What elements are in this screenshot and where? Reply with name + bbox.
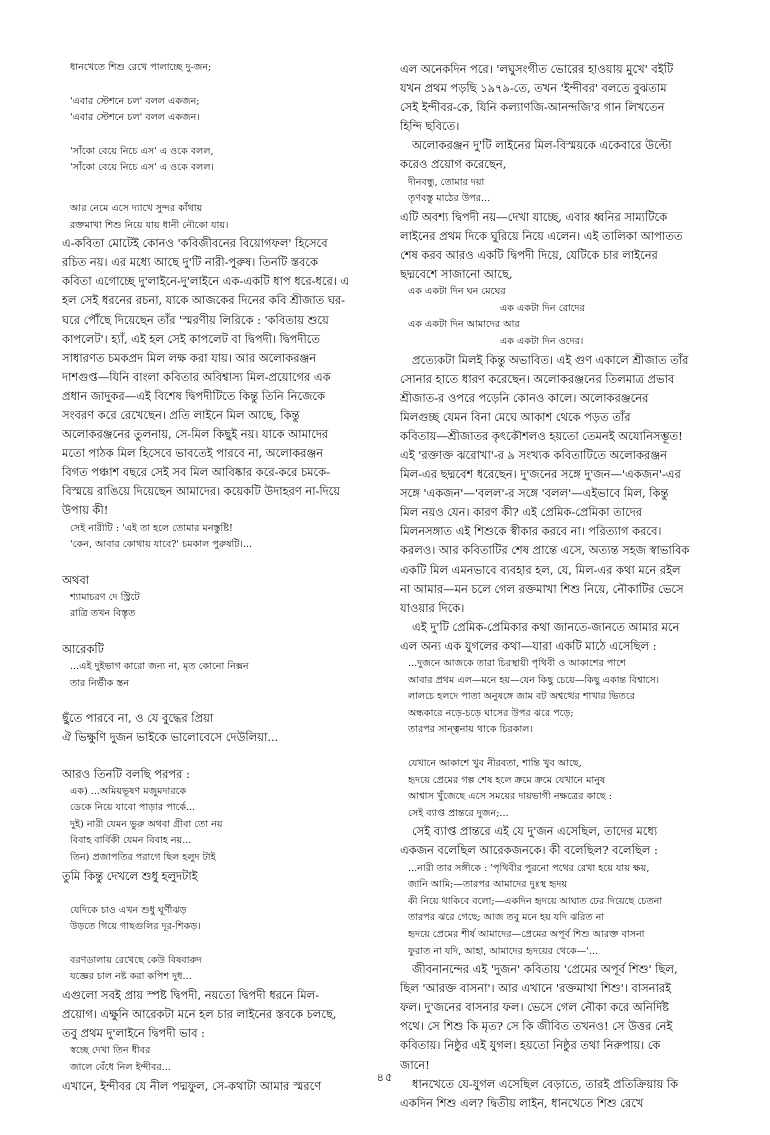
body-text-line: সোনার হাতে ধারণ করেছেন। অলোকরঞ্জনের তিলমাত্র প্রভাব	[400, 371, 675, 386]
quoted-verse-line: এক একটা দিন রোদের	[500, 302, 585, 314]
body-text-line: মিলনসঙ্গাত এই শিশুকে স্বীকার করবে না। পরিত্যাগ করবে।	[400, 524, 662, 539]
body-text-line: একদিন শিশু এল? দ্বিতীয় লাইন, ধানখেতে শিশু রেখে	[400, 1095, 644, 1110]
spacer	[62, 886, 382, 903]
body-text-line: কবিতায়। নিষ্ঠুর এই যুগল। হয়তো নিষ্ঠুর তথা নিরুপায়। কে	[400, 1038, 661, 1053]
body-text-line: অলোকরঞ্জনের তুলনায়, সে-মিল কিছুই নয়। যাকে আমাদের	[62, 427, 329, 442]
body-text-line: মিল-এর ছদ্মবেশ ধরেছেন। দু'জনের সঙ্গে দু'জন—'একজন'-এর	[400, 467, 681, 482]
body-text-line: বিস্ময়ে রাঙিয়ে দিয়েছেন আমাদের। কয়েকটি উদাহরণ না-দিয়ে	[62, 484, 341, 499]
body-text-line: হল সেই ধরনের রচনা, যাকে আজকের দিনের কবি শ্রীজাত ঘর-	[62, 293, 345, 308]
left-column	[62, 60, 382, 1096]
spacer	[62, 127, 382, 144]
body-text-line: এ-কবিতা মোটেই কোনও 'কবিজীবনের বিয়োগফল' হিসেবে	[62, 236, 328, 251]
body-text-line: রচিত নয়। এর মধ্যে আছে দু'টি নারী-পুরুষ। তিনটি স্তবকে	[62, 255, 319, 270]
body-text-line: সঙ্গে 'একজন'—'বলল'-র সঙ্গে 'বলল'—এইভাবে মিল, কিন্তু	[400, 486, 669, 501]
quoted-verse-line: বরণডালায় রেখেছে কেউ বিষবারুদ	[70, 954, 202, 966]
quoted-verse-line: ফুরাত না যদি, আহা, আমাদের হৃদয়ের থেকে—'...	[408, 945, 599, 957]
quoted-verse-line: ধানখেতে শিশু রেখে পালাচ্ছে দু-জন;	[70, 62, 212, 73]
body-text-line: জানে!	[400, 1057, 430, 1072]
paragraph-start-line: জীবনানন্দের এই 'দুজন' কবিতায় 'প্রেমের অপূর্ব শিশু' ছিল,	[412, 962, 678, 977]
quoted-verse-line: উড়তে গিয়ে গাছগুলির দূর-শিকড়।	[70, 921, 201, 933]
quoted-verse-line: যজ্ঞের চাল নষ্ট করা কপিশ দুধ...	[70, 971, 192, 983]
quoted-verse-line: হৃদয়ে প্রেমের গল্প শেষ হলে ক্রমে ক্রমে যেখানে মানুষ	[408, 774, 606, 786]
quoted-verse-line: স্বচ্ছে দেখা তিন ধীবর	[70, 1045, 151, 1057]
quoted-verse-line: কী নিয়ে থাকিবে বলো;—একদিন হৃদয়ে আঘাত ঢের দিয়েছে চেতনা	[408, 895, 663, 907]
spacer	[62, 748, 382, 765]
body-text-line: সেই ইন্দীবর-কে, যিনি কল্যাণজি-আনন্দজি'র গান লিখতেন	[400, 100, 665, 115]
quoted-verse-line: তারপর ঝরে গেছে; আজ তবু মনে হয় যদি ঝরিত না	[408, 912, 605, 924]
body-text-line: মিলগুচ্ছ যেমন বিনা মেঘে আকাশ থেকে পড়ত তাঁর	[400, 409, 631, 424]
body-text-line: লাইনের প্রথম দিকে ঘুরিয়ে নিয়ে এলেন। এই তালিকা আপাতত	[400, 228, 683, 243]
quoted-verse-line: তৃণবস্তু মাঠের উপর...	[408, 193, 491, 205]
body-text-line: একজন বলেছিল আরেকজনকে। কী বলেছিল? বলেছিল :	[400, 843, 658, 858]
body-text-line: উপায় কী!	[62, 503, 109, 518]
quoted-verse-line: যেদিকে চাও এখন শুধু ঘূর্ণীঝড়	[70, 904, 187, 916]
body-text-line: আরেকটি	[62, 642, 104, 657]
body-text-line: একটি মিল এমনভাবে ব্যবহার হল, যে, মিল-এর কথা মনে রইল	[400, 562, 681, 577]
quoted-verse-line: এক) ...অমিয়ভূষণ মজুমদারকে	[70, 785, 187, 797]
body-text-line: ছুঁতে পারবে না, ও যে বুদ্ধের প্রিয়া	[62, 711, 214, 726]
quoted-verse-line: শ্যামাচরণ দে স্ট্রিটে	[70, 591, 140, 603]
quoted-verse-line: তিন) প্রজাপতির পরাগে ছিল হলুদ টাই	[70, 851, 216, 863]
body-text-line: দাশগুপ্ত—যিনি বাংলা কবিতার অবিশ্বাস্য মিল-প্রয়োগের এক	[62, 369, 331, 384]
quoted-verse-line: এক একটা দিন আমাদের আর	[408, 319, 520, 331]
spacer	[62, 692, 382, 709]
body-text-line: না আমার—মন চলে গেল রক্তমাখা শিশু নিয়ে, নৌকাটির ভেসে	[400, 581, 684, 596]
quoted-verse-line: রাত্রি তখন বিস্তৃত	[70, 608, 136, 620]
quoted-verse-line: ...এই দুইভাগ কারো জন্য না, মৃত কোনো নিক্সন	[70, 661, 249, 673]
quoted-verse-line: তার নির্ভীক স্তন	[70, 677, 130, 689]
quoted-verse-line: এক একটা দিন ওদের।	[500, 335, 584, 347]
quoted-verse-line: সেই নারীটি : 'এই তা হলে তোমার মনস্তুষ্টি!	[70, 522, 233, 534]
quoted-verse-line: দীনবন্ধু, তোমার দয়া	[408, 176, 485, 188]
body-text-line: ফল। দু'জনের বাসনার ফল। ভেসে গেল নৌকা করে অনির্দিষ্ট	[400, 1000, 670, 1015]
quoted-verse-line: 'সাঁকো বেয়ে নিচে এস' এ ওকে বলল।	[70, 162, 214, 174]
quoted-verse-line: ...নারী তার সঙ্গীকে : 'পৃথিবীর পুরনো পথের রেখা হয়ে যায় ক্ষয়,	[408, 862, 650, 874]
quoted-verse-line: সেই ব্যাপ্ত প্রান্তরে দুজন;...	[408, 807, 509, 819]
spacer	[62, 77, 382, 94]
body-text-line: মিল নয়ও যেন। কারণ কী? এই প্রেমিক-প্রেমিকা তাদের	[400, 505, 642, 520]
paragraph-start-line: এই দু'টি প্রেমিক-প্রেমিকার কথা জানতে-জানতে আমার মনে	[412, 619, 680, 634]
quoted-verse-line: 'কেন, আবার কোথায় যাবে?' চমকাল পুরুষটি।...	[70, 539, 253, 551]
body-text-line: এল অনেকদিন পরে। 'লঘুসংগীত ভোরের হাওয়ায় মুখে' বইটি	[400, 62, 674, 76]
body-text-line: হিন্দি ছবিতে।	[400, 119, 460, 134]
body-text-line: ঐ ভিক্ষুণি দুজন ভাইকে ভালোবেসে দেউলিয়া...	[62, 730, 279, 745]
quoted-verse-line: 'সাঁকো বেয়ে নিচে এস' এ ওকে বলল,	[70, 145, 214, 157]
paragraph-start-line: সেই ব্যাপ্ত প্রান্তরে এই যে দু'জন এসেছিল, তাদের মধ্যে	[412, 824, 658, 839]
body-text-line: তবু প্রথম দু'লাইনে দ্বিপদী ভাব :	[62, 1026, 205, 1041]
quoted-verse-line: দুই) নারী যেমন ভুরু অথবা গ্রীবা তো নয়	[70, 818, 223, 830]
body-text-line: করেও প্রয়োগ করেছেন,	[400, 157, 507, 172]
body-text-line: যখন প্রথম পড়ছি ১৯৭৯-তে, তখন 'ইন্দীবর' বলতে বুঝতাম	[400, 81, 667, 96]
body-text-line: বিগত পঞ্চাশ বছরে সেই সব মিল আবিষ্কার করে-করে চমকে-	[62, 465, 330, 480]
body-text-line: কবিতা এগোচ্ছে দু'লাইনে-দু'লাইনে এক-একটি ধাপ ধরে-ধরে। এ	[62, 274, 350, 289]
body-text-line: সংবরণ করে রেখেছেন। প্রতি লাইনে মিল আছে, কিন্তু	[62, 408, 300, 422]
quoted-verse-line: আশ্বাস খুঁজেছে এসে সময়ের দায়ভাগী নক্ষত্রের কাছে :	[408, 791, 612, 803]
body-text-line: এগুলো সবই প্রায় স্পষ্ট দ্বিপদী, নয়তো দ্বিপদী ধরনে মিল-	[62, 988, 319, 1003]
body-text-line: ঘরে পৌঁছে দিয়েছেন তাঁর 'স্মরণীয় লিরিকে : 'কবিতায় শুয়ে	[62, 312, 329, 327]
paragraph-start-line: অলোকরঞ্জন দু'টি লাইনের মিল-বিস্ময়কে একেবারে উল্টো	[412, 138, 672, 153]
paragraph-start-line: প্রত্যেকটা মিলই কিন্তু অভাবিত। এই গুণ একালে শ্রীজাত তাঁর	[412, 352, 689, 367]
body-text-line: করলও। আর কবিতাটির শেষ প্রান্তে এসে, অত্যন্ত সহজ স্বাভাবিক	[400, 543, 690, 558]
spacer	[62, 177, 382, 201]
body-text-line: এটি অবশ্য দ্বিপদী নয়—দেখা যাচ্ছে, এবার ধ্বনির সাম্যটিকে	[400, 209, 668, 224]
body-text-line: ছিল 'আরক্ত বাসনা'। আর এখানে 'রক্তমাখা শিশু'। বাসনারই	[400, 981, 672, 996]
quoted-verse-line: বিবাহ বার্বিকী যেমন বিবাহ নয়...	[70, 835, 192, 847]
body-text-line: এই 'রক্তাক্ত ঝরোখা'-র ৯ সংখ্যক কবিতাটিতে অলোকরঞ্জন	[400, 447, 667, 462]
paragraph-start-line: ধানখেতে যে-যুগল এসেছিল বেড়াতে, তারই প্রতিক্রিয়ায় কি	[412, 1076, 679, 1091]
body-text-line: যাওয়ার দিকে।	[400, 600, 465, 615]
body-text-line: শেষ করব আরও একটি দ্বিপদী দিয়ে, যেটিকে চার লাইনের	[400, 247, 658, 262]
quoted-verse-line: জালে বেঁধে নিল ইন্দীবর...	[70, 1061, 171, 1073]
quoted-verse-line: হৃদয়ে প্রেমের শীর্ষ আমাদের—প্রেমের অপূর্ব শিশু আরক্ত বাসনা	[408, 928, 645, 940]
spacer	[62, 936, 382, 953]
body-text-line: তুমি কিন্তু দেখলে শুধু হলুদটাই	[62, 868, 198, 883]
quoted-verse-line: লালচে হলদে পাতা অনুষঙ্গে জাম বট অশ্বত্থের শাখার ভিতরে	[408, 691, 635, 703]
quoted-verse-line: 'এবার স্টেশনে চল' বলল একজন;	[70, 95, 200, 107]
body-text-line: শ্রীজাত-র ওপরে পড়েনি কোনও কালে। অলোকরঞ্জনের	[400, 390, 649, 405]
spacer	[62, 554, 382, 571]
body-text-line: অথবা	[62, 572, 90, 587]
quoted-verse-line: ...দুজনে আজকে তারা চিরস্থায়ী পৃথিবী ও আকাশের পাশে	[408, 658, 626, 669]
body-text-line: এল অন্য এক যুগলের কথা—যারা একটি মাঠে এসেছিল :	[400, 638, 657, 653]
quoted-verse-line: রক্তমাখা শিশু নিয়ে যায় ধানী নৌকো যায়।	[70, 219, 229, 231]
page-number: ৪৫	[376, 1070, 394, 1084]
body-text-line: এখানে, ইন্দীবর যে নীল পদ্মফুল, সে-কথাটা আমার স্মরণে	[62, 1078, 322, 1093]
body-text-line: আরও তিনটি বলছি পরপর :	[62, 766, 190, 781]
body-text-line: পথে। সে শিশু কি মৃত? সে কি জীবিত তখনও! সে উত্তর নেই	[400, 1019, 673, 1034]
right-column	[400, 60, 720, 1113]
spacer	[62, 623, 382, 640]
quoted-verse-line: তারপর সান্ত্বনায় থাকে চিরকাল।	[408, 724, 533, 736]
quoted-verse-line: 'এবার স্টেশনে চল' বলল একজন।	[70, 112, 200, 124]
body-text-line: সাধারণত চমকপ্রদ মিল লক্ষ করা যায়। আর অলোকরঞ্জন	[62, 350, 317, 365]
quoted-verse-line: জানি আমি;—তারপর আমাদের দুঃস্থ হৃদয়	[408, 879, 568, 891]
quoted-verse-line: এক একটা দিন ঘন মেঘের	[408, 286, 506, 298]
quoted-verse-line: যেখানে আকাশে খুব নীরবতা, শান্তি খুব আছে,	[408, 757, 582, 769]
body-text-line: মতো পাঠক মিল হিসেবে ভাবতেই পারবে না, অলোকরঞ্জন	[62, 446, 324, 461]
quoted-verse-line: আর নেমে এসে দ্যাখে সুন্দর কাঁথায়	[70, 202, 203, 214]
body-text-line: প্রধান জাদুকর—এই বিশেষ দ্বিপদীটিতে কিন্তু তিনি নিজেকে	[62, 388, 326, 403]
body-text-line: কাপলেট'। হ্যাঁ, এই হল সেই কাপলেট বা দ্বিপদী। দ্বিপদীতে	[62, 331, 320, 346]
spacer	[400, 739, 720, 756]
body-text-line: কবিতায়—শ্রীজাতর কৃৎকৌশলও হয়তো তেমনই অযোনিসম্ভূত!	[400, 428, 683, 443]
body-text-line: ছদ্মবেশে সাজানো আছে,	[400, 267, 513, 282]
quoted-verse-line: ডেকে নিয়ে যাবো পাড়ার পার্কে...	[70, 802, 196, 814]
body-text-line: প্রয়োগ। এক্ষুনি আরেকটা মনে হল চার লাইনের স্তবকে চলছে,	[62, 1007, 337, 1022]
quoted-verse-line: আবার প্রথম এল—মনে হয়—যেন কিছু চেয়ে—কিছু একান্ত বিশ্বাসে।	[408, 674, 660, 686]
quoted-verse-line: অন্ধকারে নড়ে-চড়ে ঘাসের উপর ঝরে পড়ে;	[408, 707, 574, 719]
